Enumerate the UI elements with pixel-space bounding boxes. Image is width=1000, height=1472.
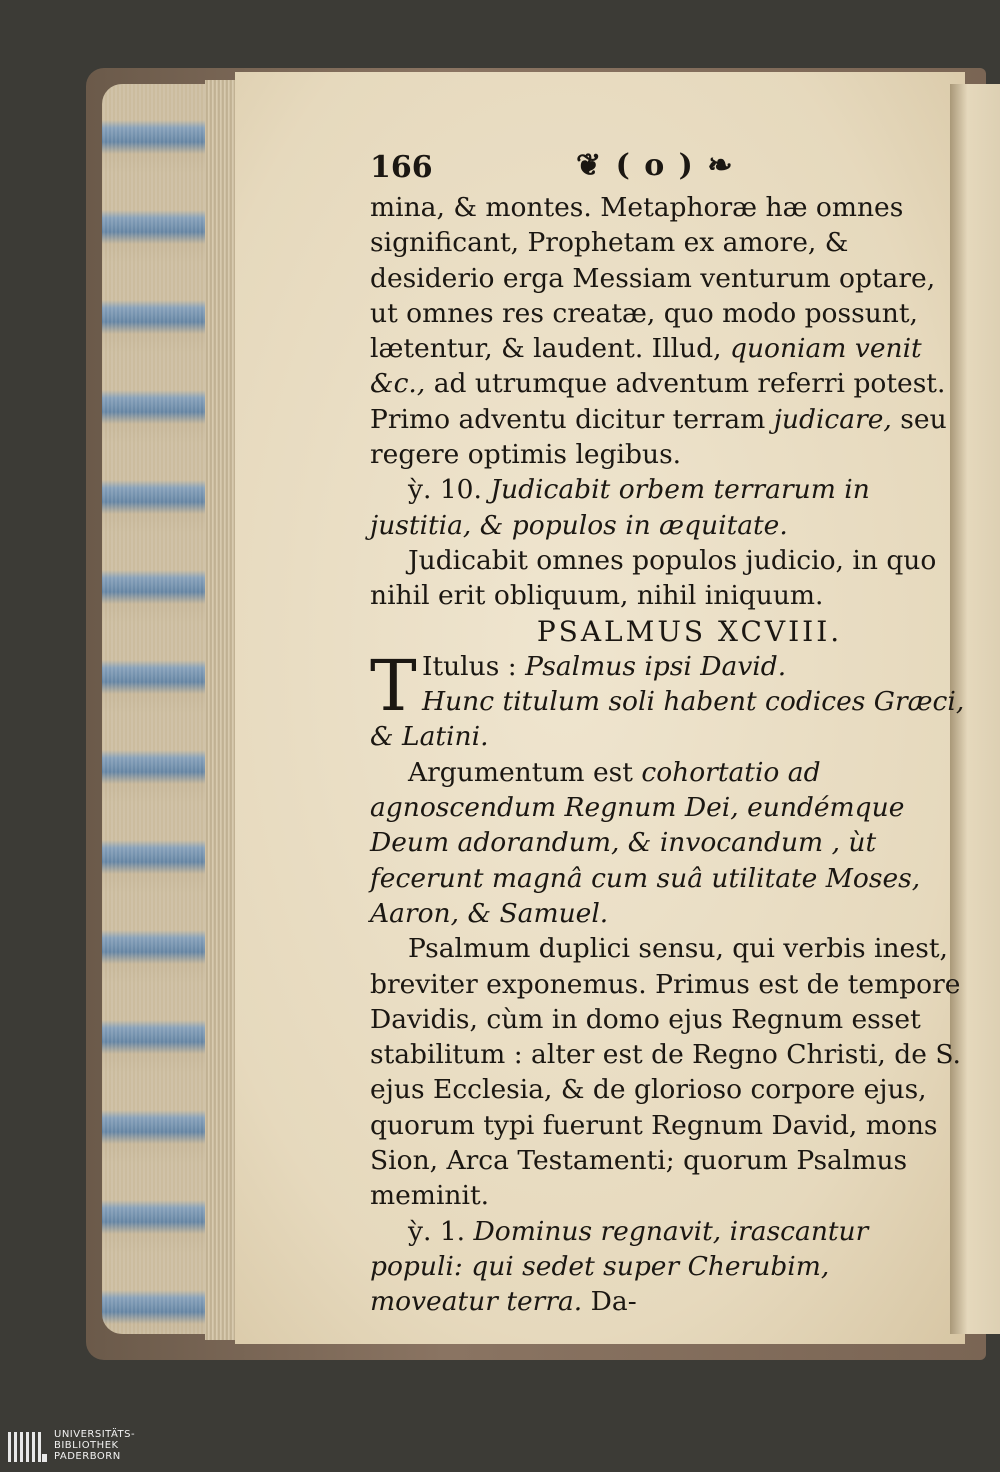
verse-10-text: Judicabit orbem terrarum in justitia, & populos in æquitate.: [370, 474, 870, 541]
exposition: Psalmum duplici sensu, qui verbis inest, breviter exponemus. Primus est de tempore Davidis, cùm in domo ejus Regnum esset stabilitum : alter est de Regno Christi, de S. ejus Ecclesia, & de glorioso corpore ejus, quorum typi fuerunt Regnum David, mons Sion, Arca Testamenti; quorum Psalmus meminit.: [370, 933, 961, 1212]
titulus-line: [422, 649, 965, 684]
page-number: 166: [370, 150, 433, 185]
library-name-line-1: UNIVERSITÄTS-: [54, 1429, 136, 1440]
psalm-title: PSALMUS XCVIII.: [536, 614, 843, 648]
argumentum: [370, 755, 965, 931]
text-judicare: judicare,: [773, 403, 892, 435]
library-name-line-3: PADERBORN: [54, 1451, 121, 1462]
library-logo-icon: [6, 1428, 48, 1466]
verse-1-text: Dominus regnavit, irascantur populi: qui sedet super Cherubim, moveatur terra.: [370, 1215, 869, 1318]
verse-1-tail: Da-: [590, 1286, 637, 1318]
library-name: [54, 1429, 135, 1462]
titulus-text: Psalmus ipsi David.: [525, 650, 787, 682]
running-header: [370, 150, 965, 190]
paragraph-continuation: [370, 190, 965, 472]
verse-10-marker: ỳ. 10.: [408, 474, 482, 506]
text-continuation: mina, & montes. Metaphoræ hæ omnes significant, Prophetam ex amore, & desiderio erga Messiam venturum optare, ut omnes res creatæ, quo modo possunt, lætentur, & laudent. Illud,: [370, 192, 936, 365]
text-continuation-3: seu regere optimis legibus.: [370, 403, 947, 471]
argumentum-text: cohortatio ad agnoscendum Regnum Dei, eundémque Deum adorandum, & invocandum , ùt fecerunt magnâ cum suâ utilitate Moses, Aaron, & Samuel.: [370, 756, 921, 929]
codices-note: Hunc titulum soli habent codices Græci, & Latini.: [370, 686, 965, 753]
titulus-block: [370, 644, 965, 755]
ornament-icon: ❦ ( o ) ❧: [576, 148, 735, 183]
text-continuation-2: ad utrumque adventum referri potest. Primo adventu dicitur terram: [370, 368, 946, 435]
titulus-label: Itulus :: [422, 650, 517, 682]
verse-1: [370, 1214, 965, 1320]
page-text: [370, 150, 965, 1320]
library-name-line-2: BIBLIOTHEK: [54, 1440, 119, 1451]
library-footer: [0, 1422, 1000, 1472]
text-quote-quoniam: quoniam venit &c.,: [370, 333, 922, 400]
verse-1-marker: ỳ. 1.: [408, 1215, 466, 1247]
drop-capital: T: [370, 644, 417, 727]
verse-10-comment: Judicabit omnes populos judicio, in quo nihil erit obliquum, nihil iniquum.: [370, 544, 937, 612]
argumentum-label: Argumentum est: [408, 756, 633, 788]
verse-10: [370, 472, 965, 543]
